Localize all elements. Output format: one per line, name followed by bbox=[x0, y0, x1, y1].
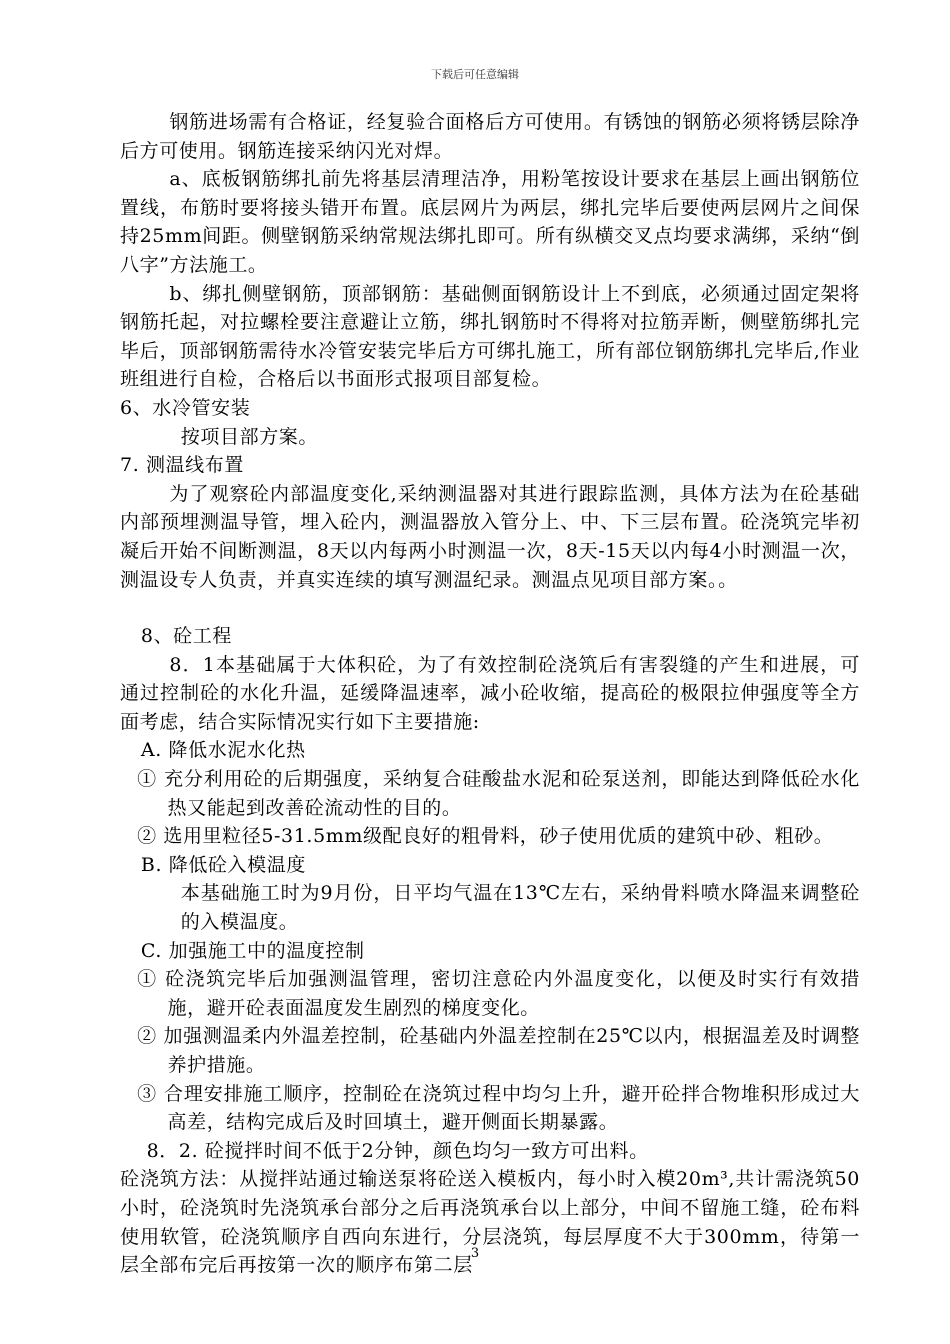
heading-concrete-works: 8、砼工程 bbox=[140, 625, 232, 648]
heading-reduce-placement-temp: B. 降低砼入模温度 bbox=[140, 853, 306, 876]
heading-temperature-control: C. 加强施工中的温度控制 bbox=[140, 939, 365, 962]
heading-reduce-hydration-heat: A. 降低水泥水化热 bbox=[140, 739, 306, 762]
paragraph-rebar-entry: 钢筋进场需有合格证，经复验合面格后方可使用。有锈蚀的钢筋必须将锈层除净后方可使用。钢筋连接采纳闪光对焊。 bbox=[120, 111, 860, 162]
blank-line bbox=[120, 594, 860, 622]
paragraph-mixing-time: 8．2. 砼搅拌时间不低于2分钟，颜色均匀一致方可出料。 bbox=[146, 1139, 649, 1162]
paragraph-pouring-method: 砼浇筑方法：从搅拌站通过输送泵将砼送入模板内，每小时入模20m³,共计需浇筑50小时，砼浇筑时先浇筑承台部分之后再浇筑承台以上部分，中间不留施工缝，砼布料使用软管，砼浇筑顺序自西向东进行，分层浇筑，每层厚度不大于300mm，待第一层全部布完后再按第一次的顺序布第二层 bbox=[120, 1168, 860, 1277]
heading-water-pipe: 6、水冷管安装 bbox=[120, 396, 251, 419]
paragraph-mass-concrete: 8．1本基础属于大体积砼，为了有效控制砼浇筑后有害裂缝的产生和进展，可通过控制砼的水化升温，延缓降温速率，减小砼收缩，提高砼的极限拉伸强度等全方面考虑，结合实际情况实行如下主要措施: bbox=[120, 653, 860, 733]
heading-temperature-line: 7. 测温线布置 bbox=[120, 454, 244, 477]
paragraph-placement-temp: 本基础施工时为9月份，日平均气温在13℃左右，采纳骨料喷水降温来调整砼的入模温度。 bbox=[180, 882, 860, 934]
page-number: 3 bbox=[470, 1246, 480, 1261]
list-item-a1: ① 充分利用砼的后期强度，采纳复合硅酸盐水泥和砼泵送剂，即能达到降低砼水化热又能起到改善砼流动性的目的。 bbox=[137, 768, 860, 819]
list-item-a2: ② 选用里粒径5-31.5mm级配良好的粗骨料，砂子使用优质的建筑中砂、粗砂。 bbox=[137, 825, 834, 848]
paragraph-side-rebar: b、绑扎侧壁钢筋，顶部钢筋：基础侧面钢筋设计上不到底，必须通过固定架将钢筋托起，对拉螺栓要注意避让立筋，绑扎钢筋时不得将对拉筋弄断，侧壁筋绑扎完毕后，顶部钢筋需待水冷管安装完毕后方可绑扎施工，所有部位钢筋绑扎完毕后,作业班组进行自检，合格后以书面形式报项目部复检。 bbox=[120, 282, 860, 391]
list-item-c1: ① 砼浇筑完毕后加强测温管理，密切注意砼内外温度变化，以便及时实行有效措施，避开砼表面温度发生剧烈的梯度变化。 bbox=[137, 968, 860, 1019]
list-item-c3: ③ 合理安排施工顺序，控制砼在浇筑过程中均匀上升，避开砼拌合物堆积形成过大高差，结构完成后及时回填土，避开侧面长期暴露。 bbox=[137, 1082, 860, 1134]
paragraph-water-pipe: 按项目部方案。 bbox=[180, 425, 318, 448]
document-body bbox=[120, 108, 860, 1280]
page-header: 下载后可任意编辑 bbox=[431, 68, 519, 81]
paragraph-temperature-monitoring: 为了观察砼内部温度变化,采纳测温器对其进行跟踪监测，具体方法为在砼基础内部预埋测温导管，埋入砼内，测温器放入管分上、中、下三层布置。砼浇筑完毕初凝后开始不间断测温，8天以内每两小时测温一次，8天-15天以内每4小时测温一次，测温设专人负责，并真实连续的填写测温纪录。测温点见项目部方案。。 bbox=[120, 482, 860, 591]
paragraph-bottom-rebar: a、底板钢筋绑扎前先将基层清理洁净，用粉笔按设计要求在基层上画出钢筋位置线，布筋时要将接头错开布置。底层网片为两层，绑扎完毕后要使两层网片之间保持25mm间距。侧壁钢筋采纳常规法绑扎即可。所有纵横交叉点均要求满绑，采纳“倒八字”方法施工。 bbox=[120, 168, 860, 276]
list-item-c2: ② 加强测温柔内外温差控制，砼基础内外温差控制在25℃以内，根据温差及时调整养护措施。 bbox=[137, 1025, 860, 1076]
